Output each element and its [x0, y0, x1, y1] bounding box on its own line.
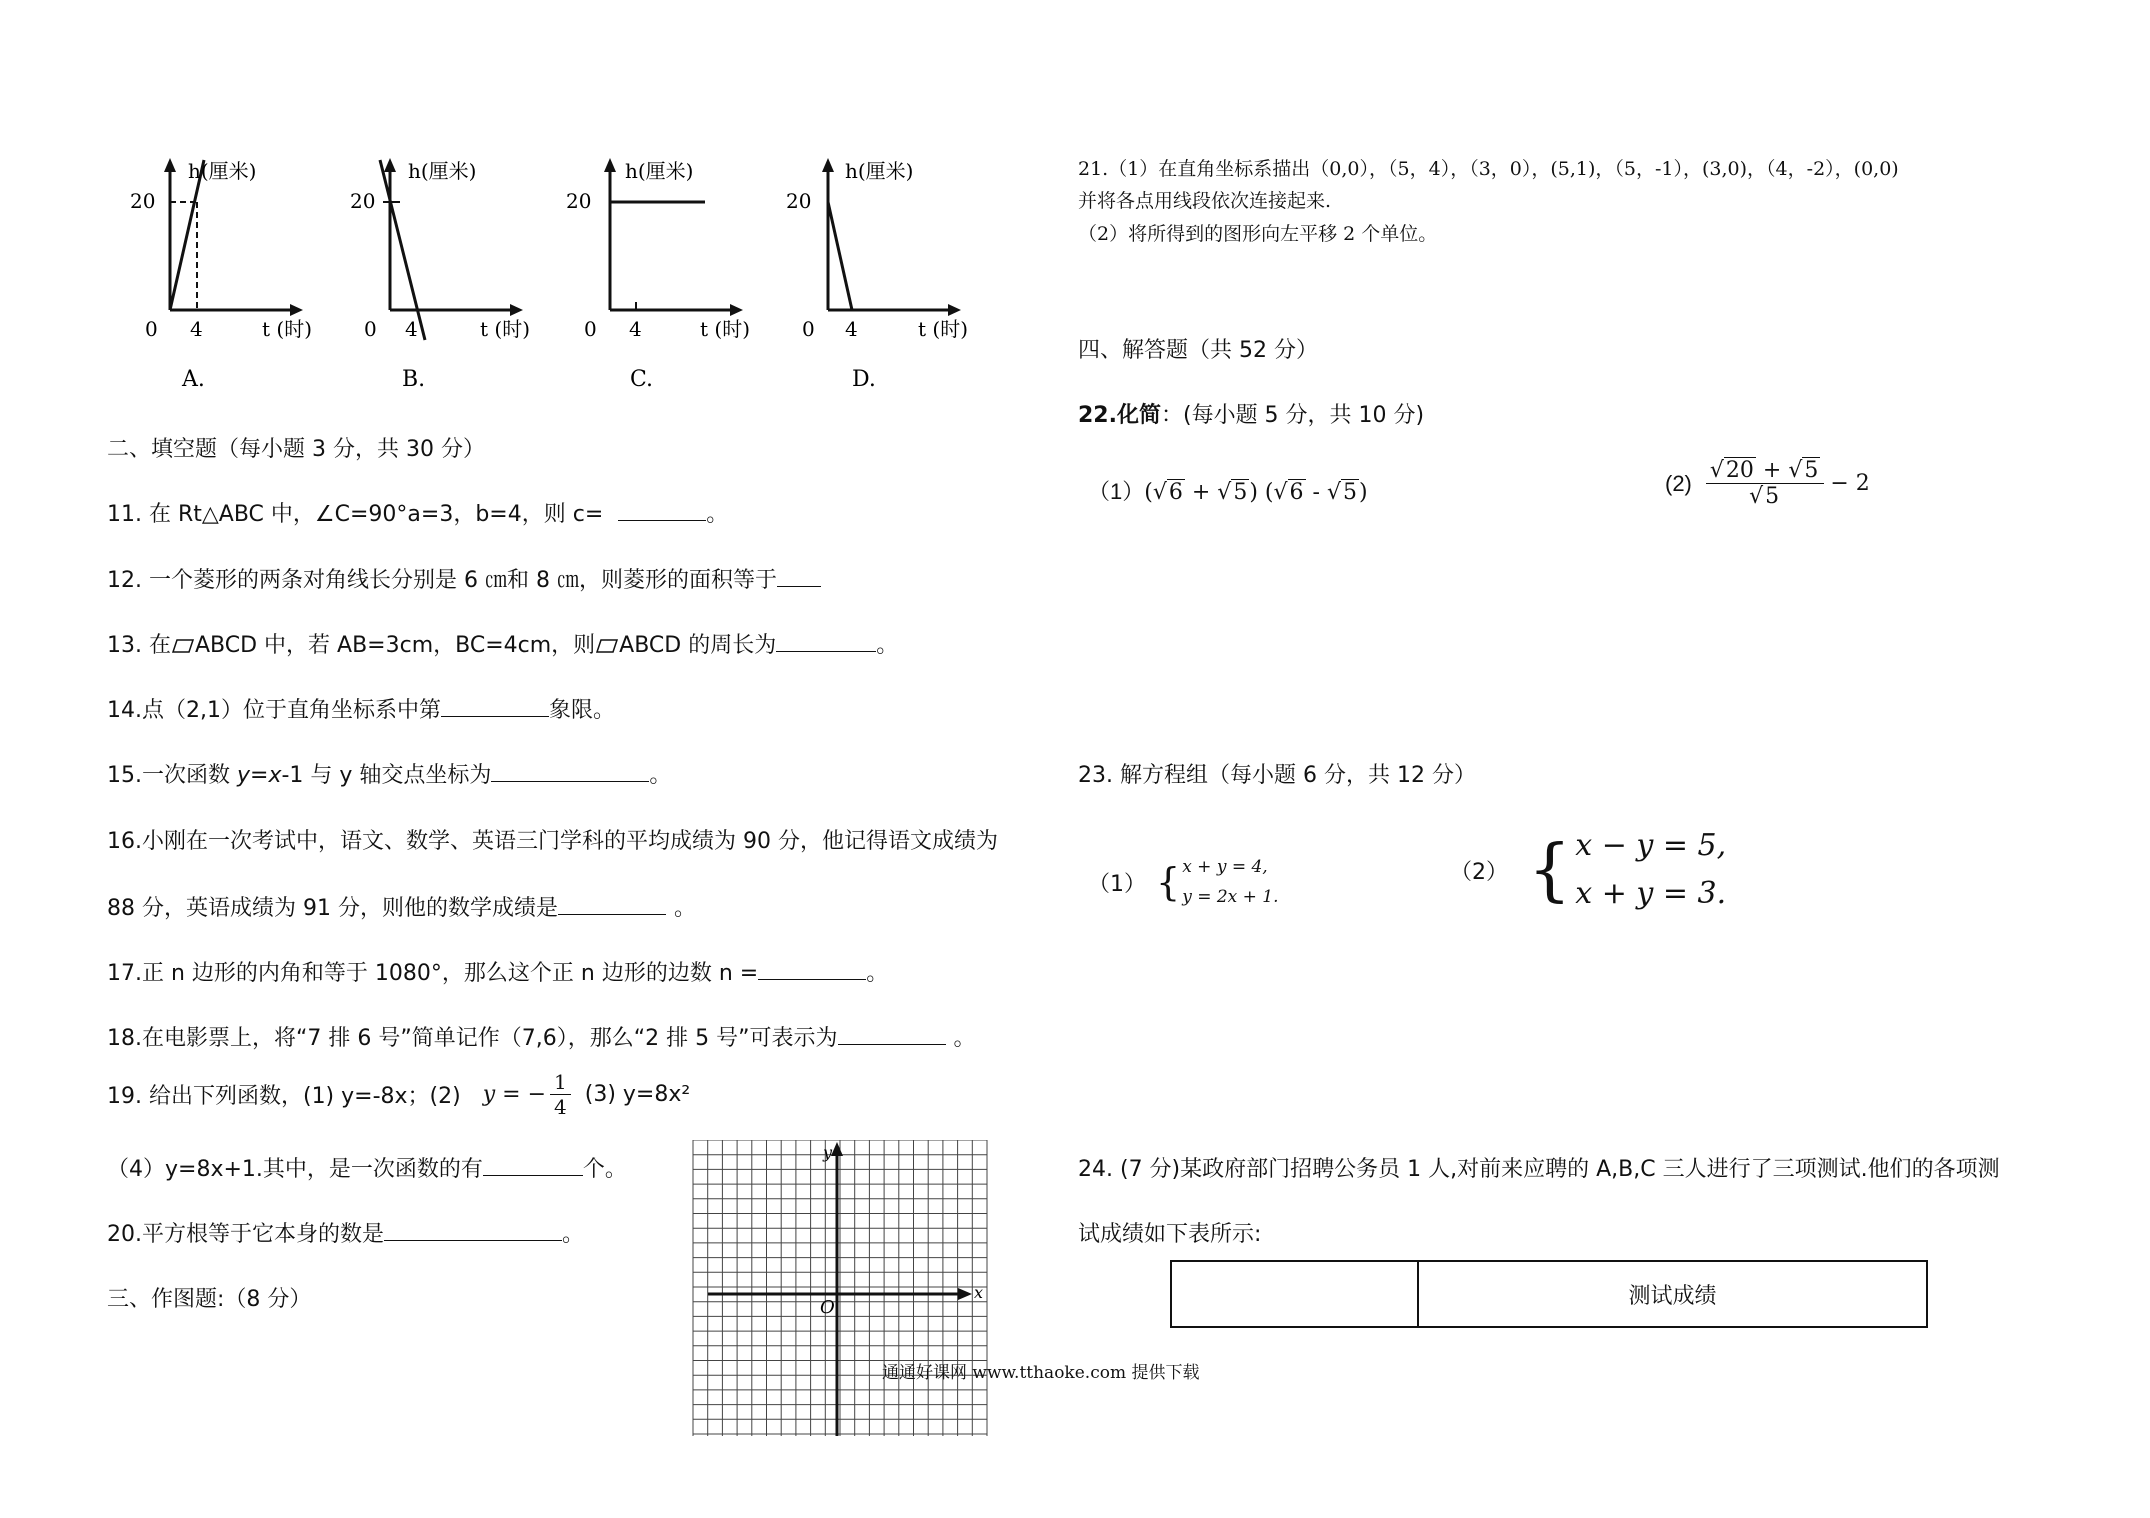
- fraction-one-quarter: [550, 1070, 571, 1119]
- fraction-numerator: 1: [550, 1070, 571, 1095]
- graph-a-ylabel: h(厘米): [188, 159, 257, 183]
- q23-1-label: （1）: [1088, 871, 1146, 897]
- answer-blank-11[interactable]: [618, 500, 706, 521]
- sqrt-5: 5: [1765, 484, 1780, 509]
- question-17: [107, 956, 888, 987]
- parallelogram-icon: [171, 638, 195, 654]
- question-17-text: 17.正 n 边形的内角和等于 1080°，那么这个正 n 边形的边数 n =: [107, 961, 759, 986]
- grid-x-label: x: [974, 1283, 984, 1302]
- question-11-end: 。: [706, 502, 729, 527]
- question-19-line-2: [107, 1152, 627, 1183]
- sqrt-20: 20: [1725, 458, 1754, 483]
- question-24-line-2: 试成绩如下表所示:: [1078, 1222, 1262, 1247]
- sqrt-5: 5: [1342, 480, 1357, 505]
- sqrt-5: 5: [1233, 480, 1248, 505]
- question-21-line-3: （2）将所得到的图形向左平移 2 个单位。: [1078, 223, 1438, 245]
- question-12-text: 12. 一个菱形的两条对角线长分别是 6 ㎝和 8 ㎝，则菱形的面积等于: [107, 568, 777, 593]
- q22-1-open: (: [1144, 480, 1153, 505]
- q23-2-label: （2）: [1450, 859, 1508, 885]
- question-14-text: 14.点（2,1）位于直角坐标系中第: [107, 698, 441, 723]
- question-13: [107, 628, 898, 659]
- grid-y-label: y: [823, 1143, 833, 1162]
- graph-d-ylabel: h(厘米): [845, 159, 914, 183]
- q22-1-plus: +: [1184, 480, 1218, 505]
- question-19-tail: (3) y=8x²: [584, 1082, 691, 1107]
- sqrt-5: 5: [1804, 458, 1819, 483]
- graph-a-xlabel: t (时): [262, 317, 312, 341]
- graph-d-origin: 0: [802, 317, 815, 341]
- question-24-line-1: 24. (7 分)某政府部门招聘公务员 1 人,对前来应聘的 A,B,C 三人进行了三项测试.他们的各项测: [1078, 1157, 2000, 1182]
- q22-1-minus: -: [1305, 480, 1327, 505]
- graph-b-ytick: 20: [350, 189, 376, 213]
- question-16-text: 88 分，英语成绩为 91 分，则他的数学成绩是: [107, 896, 558, 921]
- section-3-heading: 三、作图题:（8 分）: [107, 1287, 312, 1312]
- graph-b-xtick: 4: [405, 317, 418, 341]
- answer-blank-15[interactable]: [491, 761, 649, 782]
- option-graphs: [100, 150, 1020, 400]
- option-a-label: A.: [182, 367, 205, 392]
- question-22-points: ：(每小题 5 分，共 10 分): [1160, 403, 1425, 428]
- question-15: [107, 758, 671, 789]
- question-13-part-c: ABCD 的周长为: [619, 633, 777, 658]
- question-20-text: 20.平方根等于它本身的数是: [107, 1222, 384, 1247]
- section-2-heading: 二、填空题（每小题 3 分，共 30 分）: [107, 437, 485, 462]
- graph-c-ylabel: h(厘米): [625, 159, 694, 183]
- question-18: [107, 1021, 976, 1052]
- question-22-heading: [1078, 398, 1424, 429]
- question-23-part-1: [1088, 852, 1279, 912]
- question-23-part-2: [1450, 822, 1726, 918]
- question-21-line-2: 并将各点用线段依次连接起来.: [1078, 190, 1332, 212]
- q23-2-equation-2: x + y = 3.: [1575, 876, 1727, 911]
- grid-origin-label: O: [820, 1297, 835, 1318]
- question-13-end: 。: [876, 633, 899, 658]
- section-4-heading: 四、解答题（共 52 分）: [1078, 338, 1318, 363]
- option-d-label: D.: [852, 367, 876, 392]
- question-14-end: 象限。: [548, 698, 615, 723]
- graph-c-xtick: 4: [629, 317, 642, 341]
- q22-1-close: ): [1358, 480, 1368, 505]
- question-22-part-1: （1）(√6 + √5) (√6 - √5): [1088, 479, 1368, 505]
- brace-icon: {: [1528, 830, 1572, 910]
- question-19-line-1: [107, 1070, 690, 1119]
- answer-blank-16[interactable]: [558, 894, 666, 915]
- footer-watermark: 通通好课网 www.tthaoke.com 提供下载: [882, 1363, 1200, 1383]
- q22-2-denominator: √5: [1749, 484, 1780, 509]
- question-19b-text: （4）y=8x+1.其中，是一次函数的有: [107, 1157, 483, 1182]
- question-19b-end: 个。: [582, 1157, 627, 1182]
- question-11-text: 11. 在 Rt△ABC 中，∠C=90°a=3，b=4，则 c=: [107, 502, 604, 527]
- y-axis-arrow-icon: [831, 1142, 843, 1156]
- question-18-end: 。: [953, 1026, 976, 1051]
- question-19-equation: y = −: [482, 1082, 547, 1107]
- graph-d-xlabel: t (时): [918, 317, 968, 341]
- x-axis-arrow-icon: [958, 1288, 972, 1300]
- question-19-text: 19. 给出下列函数，(1) y=-8x；(2): [107, 1084, 461, 1109]
- question-15-function: y=x: [236, 763, 282, 788]
- option-c-label: C.: [630, 367, 654, 392]
- q23-1-equation-1: x + y = 4,: [1182, 857, 1268, 877]
- question-22-title: 22.化简: [1078, 403, 1161, 428]
- question-18-text: 18.在电影票上，将“7 排 6 号”简单记作（7,6），那么“2 排 5 号”可表示为: [107, 1026, 838, 1051]
- graph-b-origin: 0: [364, 317, 377, 341]
- score-table: [1170, 1260, 1928, 1328]
- answer-blank-18[interactable]: [838, 1024, 946, 1045]
- table-empty-cell: [1172, 1262, 1419, 1326]
- question-20-end: 。: [562, 1222, 585, 1247]
- question-15-part-c: -1 与 y 轴交点坐标为: [281, 763, 492, 788]
- parallelogram-icon: [595, 638, 619, 654]
- graph-a-xtick: 4: [190, 317, 203, 341]
- brace-icon: {: [1156, 860, 1181, 904]
- answer-blank-20[interactable]: [384, 1220, 562, 1241]
- question-13-part-b: ABCD 中，若 AB=3cm，BC=4cm，则: [194, 633, 596, 658]
- question-15-part-a: 15.一次函数: [107, 763, 237, 788]
- option-b-label: B.: [402, 367, 426, 392]
- table-header-cell: 测试成绩: [1628, 1283, 1717, 1309]
- answer-blank-14[interactable]: [441, 696, 549, 717]
- q22-2-fraction: [1706, 458, 1824, 509]
- q22-1-mid: ) (: [1249, 480, 1274, 505]
- q22-1-label: （1）: [1088, 479, 1145, 504]
- question-11: [107, 497, 728, 528]
- graph-c-ytick: 20: [566, 189, 592, 213]
- answer-blank-13[interactable]: [776, 631, 876, 652]
- question-21-line-1: 21.（1）在直角坐标系描出（0,0），（5，4），（3，0），(5,1)，（5，-1），(3,0)，（4，-2），(0,0): [1078, 158, 1899, 180]
- q22-2-tail: − 2: [1830, 471, 1870, 496]
- question-16-end: 。: [673, 896, 696, 921]
- question-14: [107, 693, 615, 724]
- graph-d-xtick: 4: [845, 317, 858, 341]
- graph-b-xlabel: t (时): [480, 317, 530, 341]
- question-15-end: 。: [649, 763, 672, 788]
- q23-2-equation-1: x − y = 5,: [1575, 828, 1727, 863]
- graph-c-xlabel: t (时): [700, 317, 750, 341]
- graph-a-ytick: 20: [130, 189, 156, 213]
- q23-1-equation-2: y = 2x + 1.: [1182, 887, 1279, 907]
- graph-c-origin: 0: [584, 317, 597, 341]
- sqrt-6: 6: [1289, 480, 1304, 505]
- question-16-line-2: [107, 891, 696, 922]
- graph-a-origin: 0: [145, 317, 158, 341]
- sqrt-6: 6: [1168, 480, 1183, 505]
- question-13-part-a: 13. 在: [107, 633, 171, 658]
- question-17-end: 。: [866, 961, 889, 986]
- answer-blank-19[interactable]: [483, 1155, 583, 1176]
- graph-b-ylabel: h(厘米): [408, 159, 477, 183]
- question-20: [107, 1217, 584, 1248]
- fraction-denominator: 4: [554, 1095, 567, 1119]
- q22-2-plus: +: [1755, 458, 1789, 483]
- question-23-heading: 23. 解方程组（每小题 6 分，共 12 分）: [1078, 763, 1476, 788]
- q22-2-numerator: √20 + √5: [1706, 458, 1824, 484]
- graph-b: [380, 158, 523, 340]
- question-16-line-1: 16.小刚在一次考试中，语文、数学、英语三门学科的平均成绩为 90 分，他记得语文成绩为: [107, 829, 998, 854]
- answer-blank-12[interactable]: [777, 566, 821, 587]
- q22-2-label: (2): [1665, 470, 1692, 496]
- question-12: [107, 563, 821, 594]
- graph-d-ytick: 20: [786, 189, 812, 213]
- answer-blank-17[interactable]: [758, 959, 866, 980]
- coordinate-grid[interactable]: [690, 1140, 1002, 1440]
- question-22-part-2: [1665, 458, 1870, 509]
